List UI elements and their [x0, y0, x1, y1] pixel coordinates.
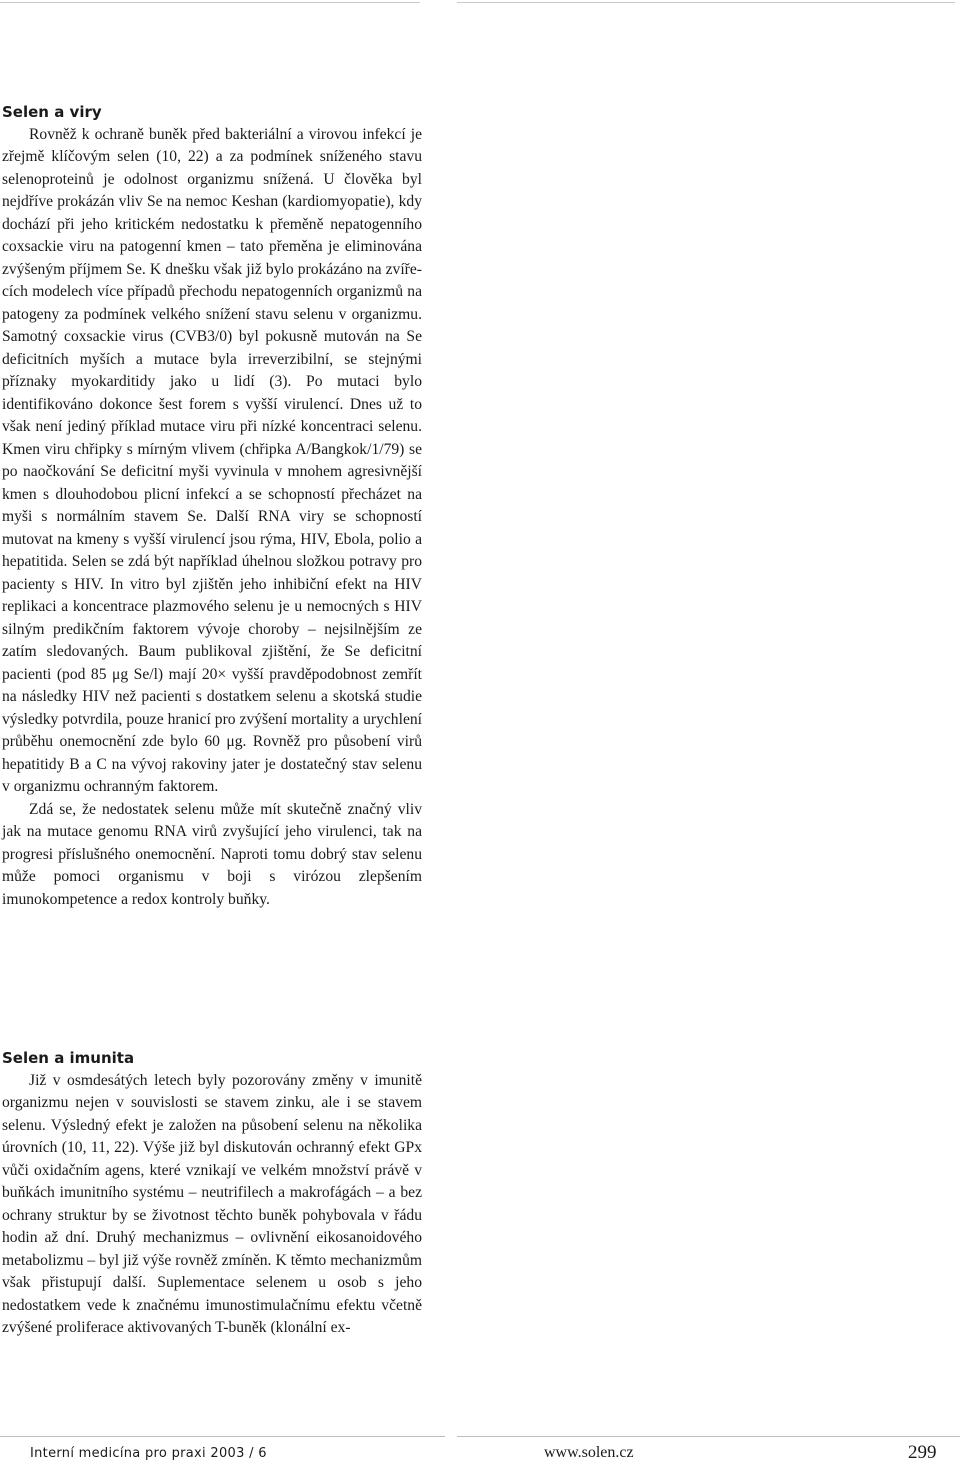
footer-journal: Interní medicína pro praxi 2003 / 6: [30, 1446, 267, 1461]
top-rule-left: [0, 2, 420, 3]
paragraph: Již v osmdesátých letech byly pozorovány změny v imunitě organizmu nejen v souvislosti se stavem zinku, ale i se stavem selenu. Výsledný efekt je založen na působení selenu na několika úrovních (10, 11, 22). Výše již byl diskutován ochranný efekt GPx vůči oxidačním agens, které vznikají ve velkém množství právě v buňkách imunitního systému – neutrifilech a makrofágách – a bez ochrany struktur by se životnost těchto buněk pohybovala v řádu hodin až dní. Druhý mechanizmus – ovlivnění eikosanoidového metabolizmu – byl již výše rovněž zmíněn. K těmto mechanizmům však přistupují další. Suplementace selenem u osob s jeho nedostatkem vede k značnému imunostimulačnímu efektu včetně zvýšené proliferace aktivovaných T-buněk (klonální ex-: [2, 1071, 422, 1336]
section-heading: Selen a viry: [2, 103, 102, 121]
footer-url[interactable]: www.solen.cz: [544, 1444, 634, 1461]
section-heading: Selen a imunita: [2, 1049, 135, 1067]
footer-rule-right: [457, 1436, 960, 1437]
section-selen-a-viry: [2, 101, 422, 911]
footer-rule-left: [0, 1436, 445, 1437]
paragraph: Rovněž k ochraně buněk před bakteriální a virovou infekcí je zřejmě klíčovým selen (10, 22) a za podmínek sníženého stavu selenoproteinů je odolnost organizmu snížená. U člověka byl nejdříve prokázán vliv Se na nemoc Keshan (kardiomyopatie), kdy dochází při jeho kritickém nedostatku k přeměně nepatogenního coxsackie viru na patogenní kmen – tato přeměna je eliminována zvýšeným příjmem Se. K dnešku však již bylo prokázáno na zvířecích modelech více případů přechodu nepatogenních organizmů na patogeny za podmínek velkého snížení stavu selenu v organizmu. Samotný coxsackie virus (CVB3/0) byl pokusně mutován na Se deficitních myších a mutace byla irreverzibilní, se stejnými příznaky myokarditidy jako u lidí (3). Po mutaci bylo identifikováno dokonce šest forem s vyšší virulencí. Dnes už to však není jediný příklad mutace viru při nízké koncentraci selenu. Kmen viru chřipky s mírným vlivem (chřipka A/Bangkok/1/79) se po naočkování Se deficitní myši vyvinula v mnohem agresivnější kmen s dlouhodobou plicní infekcí a se schopností přecházet na myši s normálním stavem Se. Další RNA viry se schopností mutovat na kmeny s vyšší virulencí jsou rýma, HIV, Ebola, polio a hepatitida. Selen se zdá být například úhelnou složkou potravy pro pacienty s HIV. In vitro byl zjištěn jeho inhibiční efekt na HIV replikaci a koncentrace plazmového selenu je u nemocných s HIV silným predikčním faktorem vývoje choroby – nejsilnějším ze zatím sledovaných. Baum publikoval zjištění, že Se deficitní pacienti (pod 85 μg Se/l) mají 20× vyšší pravděpodobnost zemřít na následky HIV než pacienti s dostatkem selenu a skotská studie výsledky potvrdila, pouze hranicí pro zvýšení mortality a urychlení průběhu onemocnění zde bylo 60 μg. Rovněž pro působení virů hepatitidy B a C na vývoj rakoviny jater je dostatečný stav selenu v organizmu ochranným faktorem.: [2, 125, 422, 795]
paragraph: Zdá se, že nedostatek selenu může mít skutečně značný vliv jak na mutace genomu RNA virů zvyšující jeho virulenci, tak na progresi příslušného onemocnění. Naproti tomu dobrý stav selenu může pomoci organismu v boji s virózou zlepšením imunokompetence a redox kontroly buňky.: [2, 800, 422, 908]
page-number: 299: [908, 1442, 937, 1463]
top-rule-right: [457, 2, 955, 3]
section-selen-a-imunita: [2, 1047, 422, 1340]
